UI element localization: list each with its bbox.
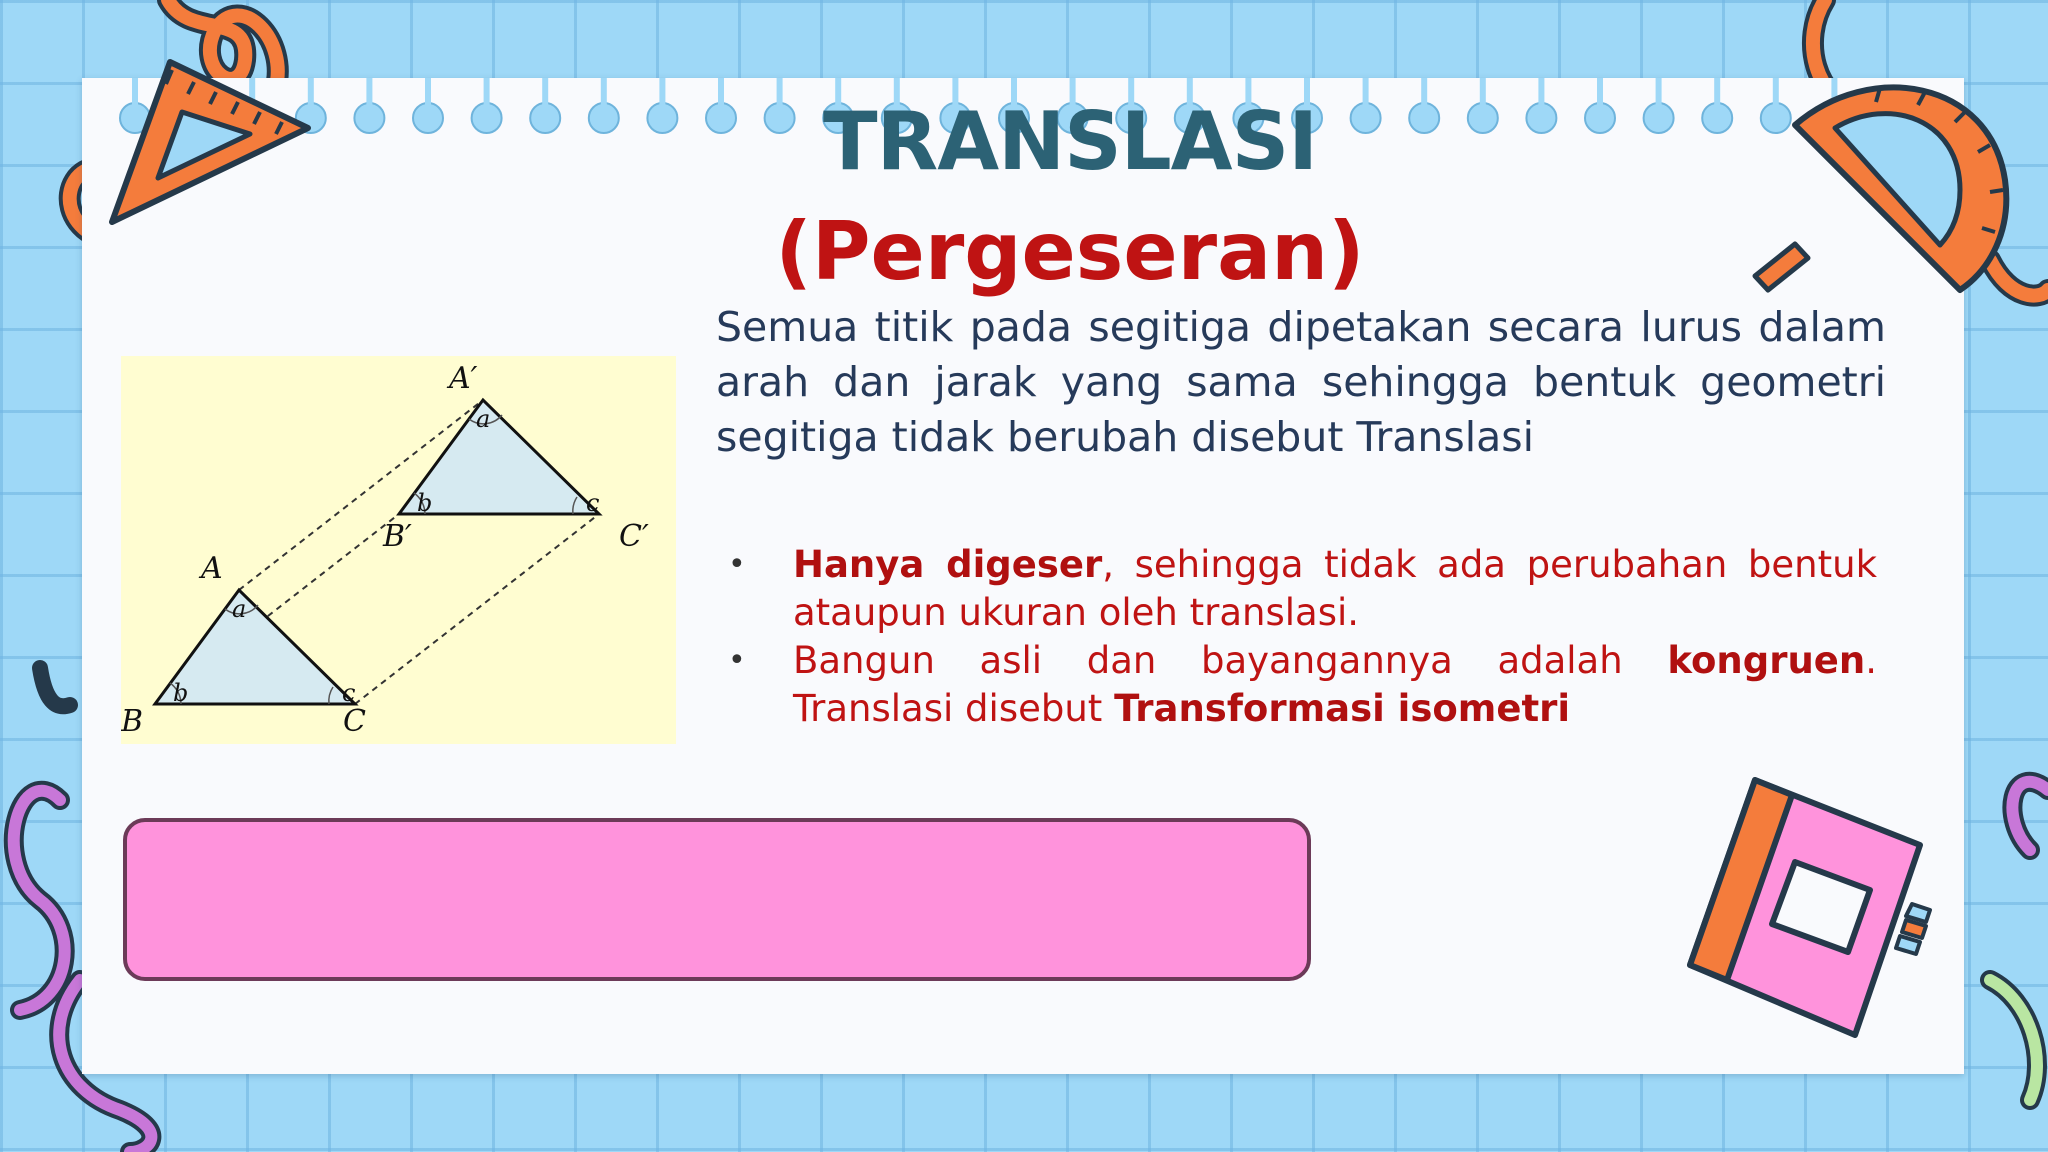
bullet-text: , sehingga tidak ada perubahan bentuk ataupun ukuran oleh translasi.	[793, 543, 1877, 634]
angle-label: a	[232, 595, 247, 623]
vertex-label: C′	[619, 519, 649, 554]
bold-term: kongruen	[1667, 639, 1866, 682]
translation-figure	[121, 356, 676, 744]
angle-label: b	[173, 679, 189, 707]
triangle-diagram	[121, 356, 676, 744]
slide-title: TRANSLASI	[823, 95, 1317, 188]
bold-lead: Hanya digeser	[793, 543, 1103, 586]
angle-label: a	[476, 405, 491, 433]
list-item	[722, 637, 1877, 733]
answer-box[interactable]	[123, 818, 1311, 981]
vertex-label: C	[343, 704, 366, 739]
vertex-label: B′	[383, 519, 412, 554]
definition-paragraph: Semua titik pada segitiga dipetakan secara lurus dalam arah dan jarak yang sama sehingga bentuk geometri segitiga tidak berubah disebut Translasi	[716, 303, 1886, 461]
bullet-icon: •	[728, 547, 746, 582]
vertex-label: A	[201, 551, 223, 586]
vertex-label: A′	[449, 361, 478, 396]
vertex-label: B	[121, 704, 144, 739]
angle-label: c	[586, 489, 600, 517]
bullet-text: Bangun asli dan bayangannya adalah	[793, 639, 1668, 682]
bullet-text: . Translasi disebut	[793, 639, 1877, 730]
bullet-icon: •	[728, 643, 746, 678]
key-points-list	[722, 541, 1877, 733]
angle-label: b	[417, 489, 433, 517]
angle-label: c	[342, 679, 356, 707]
ribbon-right	[1990, 782, 2048, 1100]
bold-term: Transformasi isometri	[1114, 687, 1571, 730]
slide-subtitle: (Pergeseran)	[775, 205, 1365, 298]
list-item	[722, 541, 1877, 637]
